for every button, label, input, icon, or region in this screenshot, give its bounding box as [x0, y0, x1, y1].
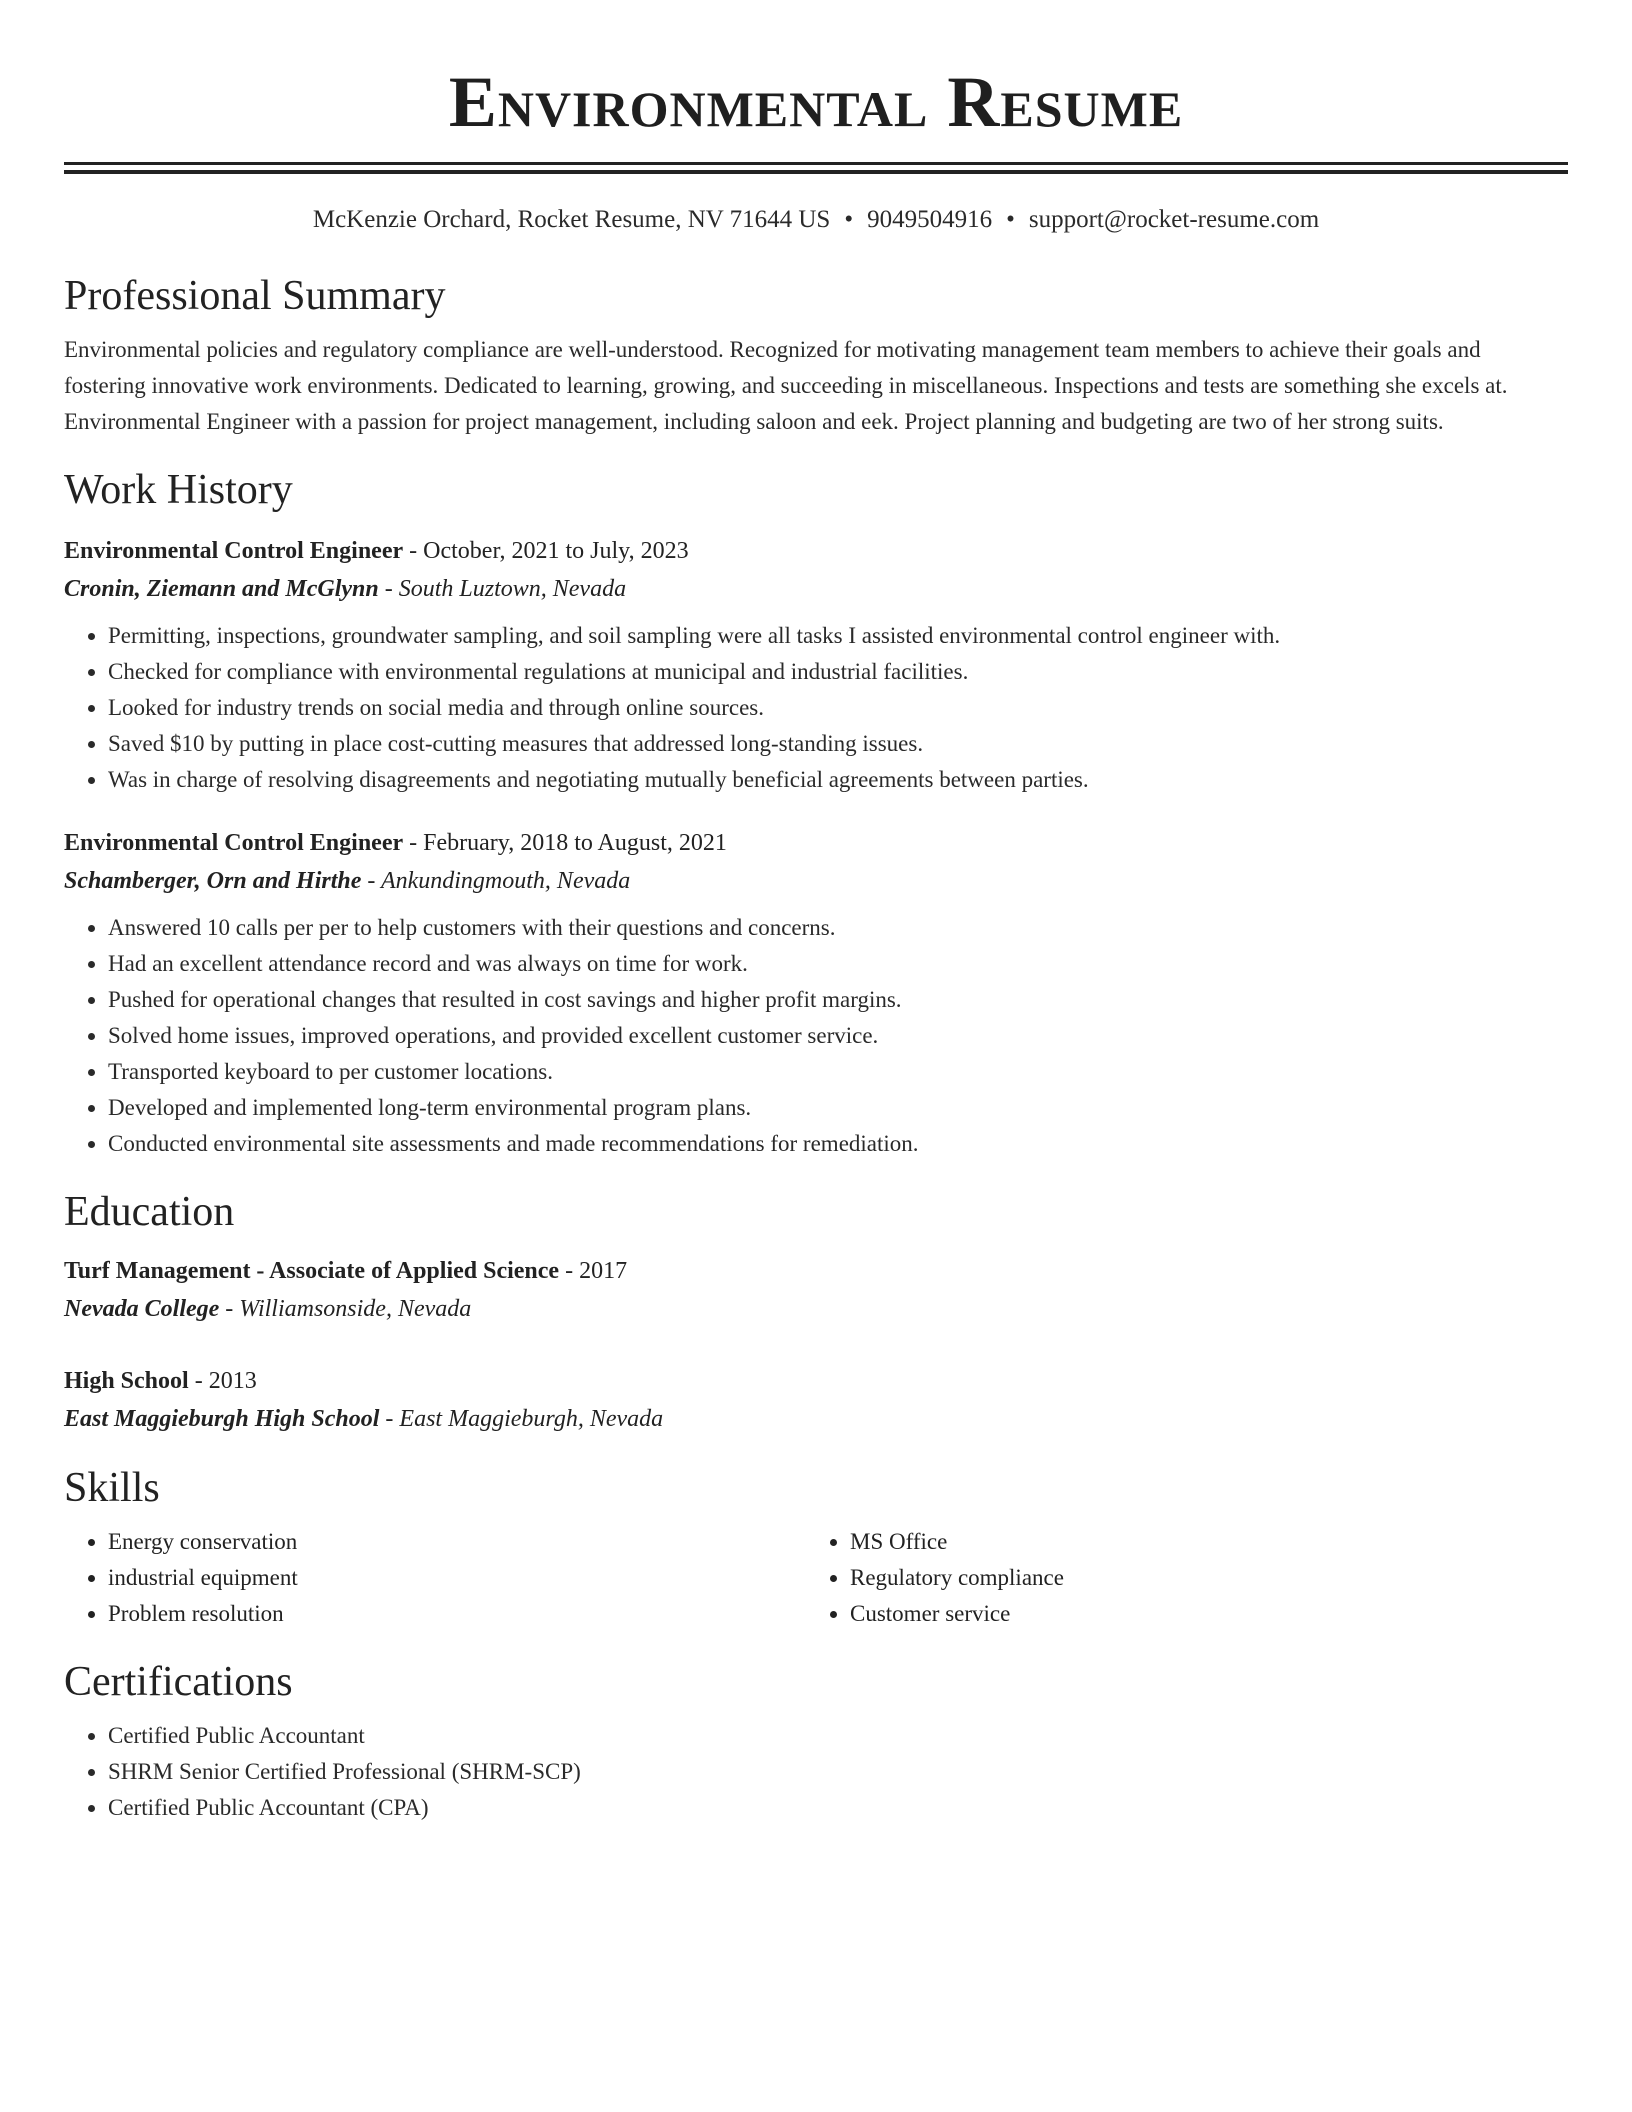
skills-column-left: [64, 1524, 806, 1632]
list-item: • Developed and implemented long-term environmental program plans.: [108, 1090, 1568, 1126]
school-location: - Williamsonside, Nevada: [219, 1296, 472, 1322]
education-entry: [64, 1362, 1568, 1438]
list-item: • Solved home issues, improved operations, and provided excellent customer service.: [108, 1018, 1568, 1054]
skill-item: • Problem resolution: [108, 1596, 806, 1632]
degree-line: [64, 1252, 1568, 1290]
skill-item: • Customer service: [850, 1596, 1566, 1632]
list-item: • Looked for industry trends on social media and through online sources.: [108, 690, 1568, 726]
list-item: • Had an excellent attendance record and was always on time for work.: [108, 946, 1568, 982]
list-item: • Conducted environmental site assessments and made recommendations for remediation.: [108, 1126, 1568, 1162]
degree-year: - 2017: [559, 1258, 628, 1284]
school-name: East Maggieburgh High School: [64, 1406, 380, 1432]
certification-item: • Certified Public Accountant (CPA): [108, 1790, 1568, 1826]
degree-name: High School: [64, 1368, 189, 1394]
education-entry: [64, 1252, 1568, 1328]
company-location: - South Luztown, Nevada: [378, 576, 627, 602]
certifications-heading: Certifications: [64, 1659, 293, 1705]
skill-item: • MS Office: [850, 1524, 1566, 1560]
job-bullets: [64, 910, 1568, 1162]
skills-column-right: [806, 1524, 1566, 1632]
company-line: [64, 862, 1568, 900]
job-title-line: [64, 532, 1568, 570]
title-divider: [64, 162, 1568, 174]
certifications-section: [64, 1656, 1568, 1826]
school-line: [64, 1290, 1568, 1328]
job-entry: [64, 824, 1568, 1162]
job-dates: - February, 2018 to August, 2021: [403, 830, 727, 856]
skills-heading: Skills: [64, 1465, 160, 1511]
job-entry: [64, 532, 1568, 798]
contact-line: [64, 204, 1568, 236]
job-title: Environmental Control Engineer: [64, 538, 404, 564]
summary-text: Environmental policies and regulatory compliance are well-understood. Recognized for motivating management team members to achieve their goals and fostering innovative work environments. Dedicated to learning, growing, and succeeding in miscellaneous. Inspections and tests are something she excels at. Environmental Engineer with a passion for project management, including saloon and eek. Project planning and budgeting are two of her strong suits.: [64, 337, 1508, 434]
page-title: Environmental Resume: [448, 62, 1184, 142]
certification-item: • SHRM Senior Certified Professional (SHRM-SCP): [108, 1754, 1568, 1790]
certifications-list: [64, 1718, 1568, 1826]
job-title-line: [64, 824, 1568, 862]
education-heading: Education: [64, 1189, 235, 1235]
work-history-section: [64, 464, 1568, 1162]
job-dates: - October, 2021 to July, 2023: [403, 538, 689, 564]
job-bullets: [64, 618, 1568, 798]
company-name: Cronin, Ziemann and McGlynn: [64, 576, 379, 602]
work-history-heading: Work History: [64, 467, 293, 513]
degree-name: Turf Management - Associate of Applied Science: [64, 1258, 560, 1284]
job-title: Environmental Control Engineer: [64, 830, 404, 856]
contact-phone: 9049504916: [867, 206, 993, 233]
education-section: [64, 1186, 1568, 1438]
list-item: • Pushed for operational changes that resulted in cost savings and higher profit margins.: [108, 982, 1568, 1018]
list-item: • Checked for compliance with environmental regulations at municipal and industrial facilities.: [108, 654, 1568, 690]
contact-separator: •: [1006, 206, 1015, 233]
list-item: • Answered 10 calls per per to help customers with their questions and concerns.: [108, 910, 1568, 946]
school-location: - East Maggieburgh, Nevada: [379, 1406, 664, 1432]
list-item: • Saved $10 by putting in place cost-cutting measures that addressed long-standing issues.: [108, 726, 1568, 762]
degree-year: - 2013: [188, 1368, 257, 1394]
company-location: - Ankundingmouth, Nevada: [361, 868, 631, 894]
contact-email: support@rocket-resume.com: [1028, 206, 1320, 233]
company-line: [64, 570, 1568, 608]
certification-item: • Certified Public Accountant: [108, 1718, 1568, 1754]
school-line: [64, 1400, 1568, 1438]
summary-section: [64, 270, 1568, 440]
list-item: • Permitting, inspections, groundwater sampling, and soil sampling were all tasks I assisted environmental control engineer with.: [108, 618, 1568, 654]
school-name: Nevada College: [64, 1296, 220, 1322]
contact-address: McKenzie Orchard, Rocket Resume, NV 71644 US: [312, 206, 831, 233]
skills-section: [64, 1462, 1568, 1632]
skill-item: • Energy conservation: [108, 1524, 806, 1560]
list-item: • Transported keyboard to per customer locations.: [108, 1054, 1568, 1090]
company-name: Schamberger, Orn and Hirthe: [64, 868, 362, 894]
skill-item: • Regulatory compliance: [850, 1560, 1566, 1596]
list-item: • Was in charge of resolving disagreements and negotiating mutually beneficial agreements between parties.: [108, 762, 1568, 798]
summary-heading: Professional Summary: [64, 273, 446, 319]
skills-grid: [64, 1524, 1568, 1632]
degree-line: [64, 1362, 1568, 1400]
contact-separator: •: [844, 206, 854, 233]
skill-item: • industrial equipment: [108, 1560, 806, 1596]
